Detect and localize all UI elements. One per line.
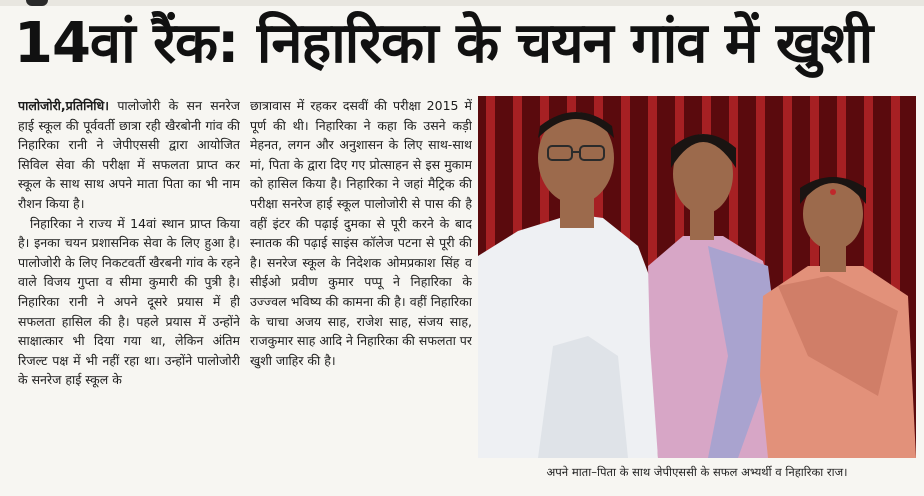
article-column-2 xyxy=(250,96,472,494)
headline: 14वां रैंक: निहारिका के चयन गांव में खुशी xyxy=(14,11,873,76)
family-photo-illustration xyxy=(478,96,916,458)
photo-caption: अपने माता–पिता के साथ जेपीएससी के सफल अभ्यर्थी व निहारिका राज। xyxy=(546,465,848,479)
article-paragraph-2: निहारिका ने राज्य में 14वां स्थान प्राप्त किया है। इनका चयन प्रशासनिक सेवा के लिए हुआ है। पालोजोरी के लिए निकटवर्ती खैरबनी गांव के रहने वाले विजय गुप्ता व सीमा कुमारी की पुत्री है। निहारिका रानी ने अपने दूसरे प्रयास में ही सफलता हासिल की है। पहले प्रयास में उन्होंने साक्षात्कार भी दिया गया था, लेकिन अंतिम रिजल्ट पक्ष में भी नहीं रहा था। उन्होंने पालोजोरी के सनरेज हाई स्कूल के xyxy=(18,215,240,388)
article-column-1 xyxy=(18,96,240,494)
family-photo xyxy=(478,96,916,458)
paragraph-text: पालोजोरी के सन सनरेज हाई स्कूल की पूर्ववर्ती छात्रा रही खैरबोनी गांव की निहारिका रानी ने जेपीएससी द्वारा आयोजित सिविल सेवा की परीक्षा में सफलता प्राप्त कर स्कूल के साथ साथ अपने माता पिता का भी नाम रौशन किया है। xyxy=(18,98,240,211)
article-paragraph-3: छात्रावास में रहकर दसवीं की परीक्षा 2015 में पूर्ण की थी। निहारिका ने कहा कि उसने कड़ी मेहनत, लगन और अनुशासन के लिए साथ-साथ मां, पिता के द्वारा दिए गए प्रोत्साहन से इस मुकाम को हासिल किया है। निहारिका ने जहां मैट्रिक की परीक्षा सनरेज हाई स्कूल पालोजोरी से पास की है वहीं इंटर की पढ़ाई दुमका से पूरी करने के बाद स्नातक की पढ़ाई साइंस कॉलेज पटना से पूरी की है। सनरेज स्कूल के निदेशक ओमप्रकाश सिंह व सीईओ प्रवीण कुमार पप्पू ने निहारिका के उज्ज्वल भविष्य की कामना की है। वहीं निहारिका के चाचा अजय साह, राजेश साह, संजय साह, राजकुमार साह आदि ने निहारिका की सफलता पर खुशी जाहिर की है। xyxy=(250,98,472,368)
article-paragraph-1 xyxy=(18,96,240,214)
dateline: पालोजोरी,प्रतिनिधि। xyxy=(18,98,109,113)
